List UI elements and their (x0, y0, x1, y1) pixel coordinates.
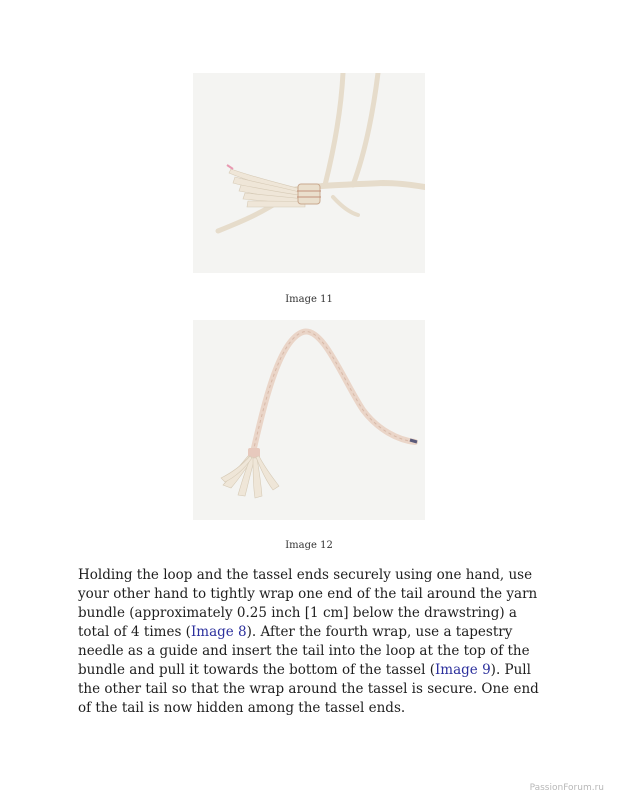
figure-caption: Image 11 (285, 294, 333, 305)
paragraph-text: ). After the fourth wrap, use a tapestry needle as a guide and insert the tail into the loop at the top of the bundle and pull it towards the bottom of the tassel ( (78, 624, 530, 678)
figure-caption: Image 12 (285, 540, 333, 551)
watermark: PassionForum.ru (529, 783, 604, 793)
finished-tassel-photo (193, 320, 425, 520)
figure-image-12 (193, 320, 425, 520)
image-9-link[interactable]: Image 9 (434, 662, 491, 678)
yarn-tassel-wrapping-photo (193, 73, 425, 273)
paragraph-text: ). Pull the other tail so that the wrap around the tassel is secure. One end of the tail is now hidden among the tassel ends. (78, 662, 539, 716)
paragraph-text: Holding the loop and the tassel ends securely using one hand, use your other hand to tightly wrap one end of the tail around the yarn bundle (approximately 0.25 inch [1 cm] below the drawstring) a total of 4 times ( (78, 567, 538, 640)
instruction-paragraph (78, 566, 548, 718)
figure-image-11 (193, 73, 425, 273)
image-8-link[interactable]: Image 8 (190, 624, 247, 640)
